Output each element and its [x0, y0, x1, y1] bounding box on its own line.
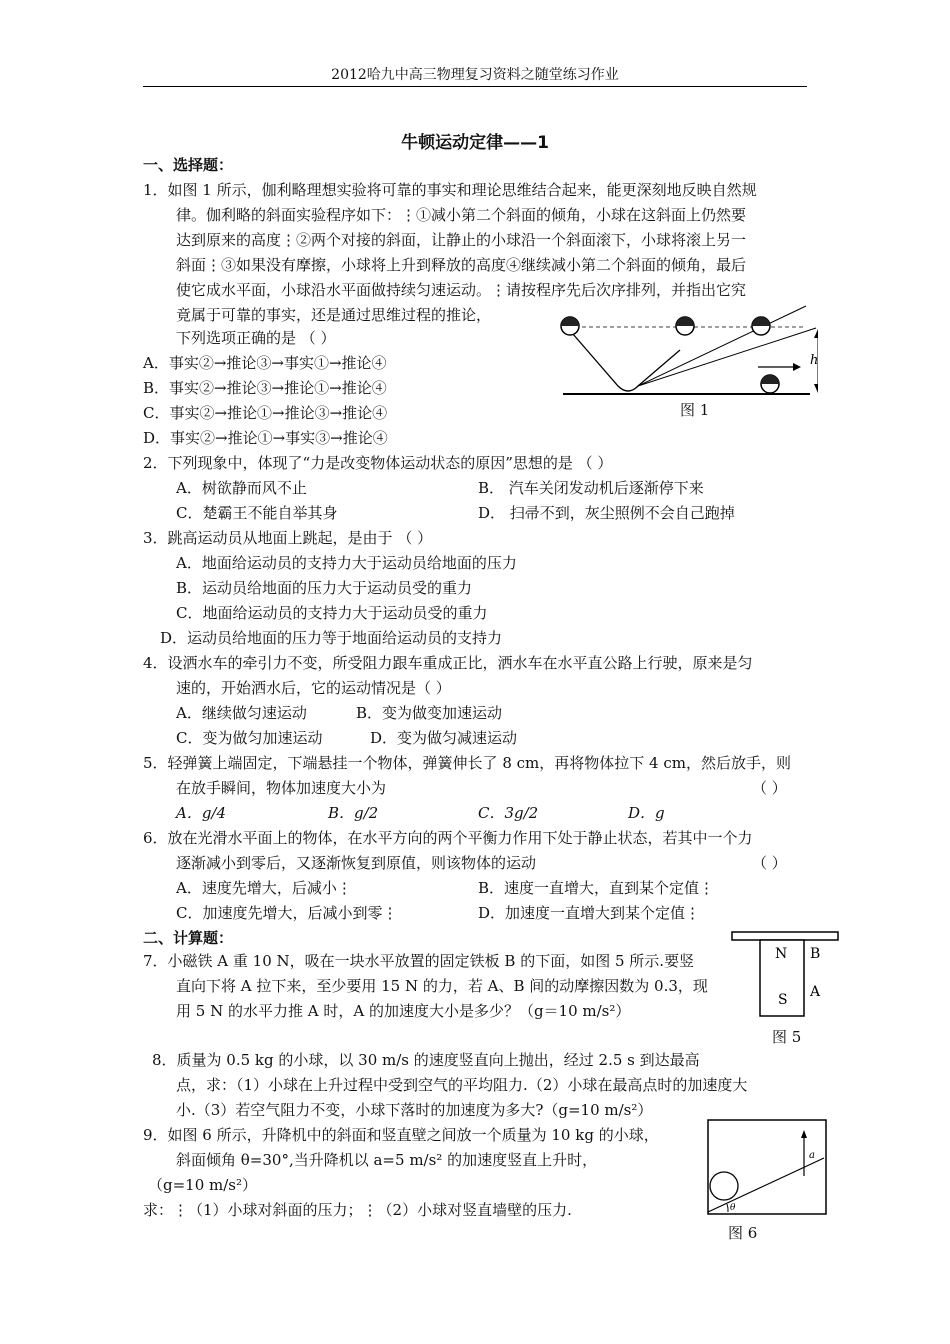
- q9-line-1: 9．如图 6 所示，升降机中的斜面和竖直壁之间放一个质量为 10 kg 的小球，: [143, 1126, 659, 1144]
- page-header: 2012哈九中高三物理复习资料之随堂练习作业: [331, 67, 619, 83]
- figure-6-elevator: [706, 1118, 830, 1218]
- svg-text:N: N: [775, 946, 788, 962]
- q6-option-b: B．速度一直增大，直到某个定值⋮: [478, 879, 715, 897]
- q1-option-a: A．事实②→推论③→事实①→推论④: [143, 354, 387, 372]
- q1-line-2: 律。伽利略的斜面实验程序如下：⋮①减小第二个斜面的倾角，小球在这斜面上仍然要: [176, 206, 747, 224]
- figure-6-label: 图 6: [728, 1224, 758, 1242]
- q6-line-1: 6．放在光滑水平面上的物体，在水平方向的两个平衡力作用下处于静止状态，若其中一个力: [143, 829, 753, 847]
- q5-line-1: 5．轻弹簧上端固定，下端悬挂一个物体，弹簧伸长了 8 cm，再将物体拉下 4 cm，然后放手，则: [143, 754, 791, 772]
- header-rule: [143, 86, 807, 87]
- q6-option-a: A．速度先增大，后减小⋮: [176, 879, 352, 897]
- q6-line-2: 逐渐减小到零后，又逐渐恢复到原值，则该物体的运动: [176, 854, 537, 872]
- svg-text:A: A: [810, 984, 821, 1000]
- q2-option-b: B． 汽车关闭发动机后逐渐停下来: [478, 479, 704, 497]
- section-choice-heading: 一、选择题：: [143, 156, 234, 174]
- q1-option-c: C．事实②→推论①→推论③→推论④: [143, 404, 388, 422]
- iron-plate-b: [732, 932, 838, 940]
- q1-line-5: 使它成水平面，小球沿水平面做持续匀速运动。⋮请按程序先后次序排列，并指出它究: [176, 281, 747, 299]
- section-calc-heading: 二、计算题：: [143, 929, 234, 947]
- q5-option-d: D．g: [628, 804, 665, 822]
- q3-option-a: A．地面给运动员的支持力大于运动员给地面的压力: [176, 554, 517, 572]
- q1-line-6: 竟属于可靠的事实，还是通过思维过程的推论，: [176, 306, 492, 324]
- q1-line-3: 达到原来的高度⋮②两个对接的斜面，让静止的小球沿一个斜面滚下，小球将滚上另一: [176, 231, 747, 249]
- q5-option-b: B．g/2: [328, 804, 379, 822]
- q4-option-b: B．变为做变加速运动: [356, 704, 503, 722]
- q4-option-a: A．继续做匀速运动: [176, 704, 307, 722]
- svg-text:θ: θ: [730, 1203, 736, 1213]
- q1-line-7: 下列选项正确的是 （ ）: [176, 329, 336, 347]
- q6-option-c: C．加速度先增大，后减小到零⋮: [176, 904, 398, 922]
- q1-line-4: 斜面⋮③如果没有摩擦，小球将上升到释放的高度④继续减小第二个斜面的倾角，最后: [176, 256, 747, 274]
- q5-bracket: （ ）: [752, 779, 787, 797]
- q7-line-3: 用 5 N 的水平力推 A 时，A 的加速度大小是多少？（g＝10 m/s²）: [176, 1002, 631, 1020]
- q2-option-c: C．楚霸王不能自举其身: [176, 504, 338, 522]
- q8-line-2: 点，求：（1）小球在上升过程中受到空气的平均阻力.（2）小球在最高点时的加速度大: [176, 1076, 748, 1094]
- q9-line-2: 斜面倾角 θ=30°,当升降机以 a=5 m/s² 的加速度竖直上升时，: [176, 1151, 598, 1169]
- svg-text:S: S: [778, 992, 788, 1008]
- q2-option-d: D． 扫帚不到，灰尘照例不会自己跑掉: [478, 504, 735, 522]
- q6-bracket: （ ）: [752, 854, 787, 872]
- q5-line-2: 在放手瞬间，物体加速度大小为: [176, 779, 387, 797]
- q1-option-b: B．事实②→推论③→推论①→推论④: [143, 379, 387, 397]
- label-h: h: [810, 353, 818, 368]
- q6-option-d: D．加速度一直增大到某个定值⋮: [478, 904, 701, 922]
- q1-option-d: D．事实②→推论①→事实③→推论④: [143, 429, 388, 447]
- q4-line-2: 速的，开始洒水后，它的运动情况是（ ）: [176, 679, 451, 697]
- q5-option-a: A．g/4: [176, 804, 227, 822]
- q2-stem: 2．下列现象中，体现了“力是改变物体运动状态的原因”思想的是 （ ）: [143, 454, 613, 472]
- q1-line-1: 1．如图 1 所示，伽利略理想实验将可靠的事实和理论思维结合起来，能更深刻地反映自然规: [143, 181, 757, 199]
- svg-text:a: a: [809, 1150, 815, 1161]
- q3-stem: 3．跳高运动员从地面上跳起，是由于 （ ）: [143, 529, 433, 547]
- q7-line-1: 7．小磁铁 A 重 10 N，吸在一块水平放置的固定铁板 B 的下面，如图 5 所示.要竖: [143, 952, 695, 970]
- page-title: 牛顿运动定律——1: [401, 133, 549, 153]
- q8-line-3: 小.（3）若空气阻力不变，小球下落时的加速度为多大?（g=10 m/s²）: [176, 1101, 653, 1119]
- q8-line-1: 8．质量为 0.5 kg 的小球，以 30 m/s 的速度竖直向上抛出，经过 2.5 s 到达最高: [152, 1051, 700, 1069]
- figure-5-label: 图 5: [772, 1028, 802, 1046]
- q7-line-2: 直向下将 A 拉下来，至少要用 15 N 的力，若 A、B 间的动摩擦因数为 0.3，现: [176, 977, 708, 995]
- ball: [710, 1172, 738, 1200]
- q3-option-c: C．地面给运动员的支持力大于运动员受的重力: [176, 604, 488, 622]
- q9-line-3: （g=10 m/s²）: [148, 1176, 258, 1194]
- q2-option-a: A．树欲静而风不止: [176, 479, 307, 497]
- q3-option-b: B．运动员给地面的压力大于运动员受的重力: [176, 579, 473, 597]
- q9-line-4: 求：⋮（1）小球对斜面的压力；⋮（2）小球对竖直墙壁的压力.: [143, 1201, 572, 1219]
- q5-option-c: C．3g/2: [478, 804, 539, 822]
- q4-option-c: C．变为做匀加速运动: [176, 729, 323, 747]
- q4-option-d: D．变为做匀减速运动: [370, 729, 518, 747]
- q3-option-d: D．运动员给地面的压力等于地面给运动员的支持力: [160, 629, 503, 647]
- svg-text:B: B: [810, 946, 821, 962]
- q4-line-1: 4．设洒水车的牵引力不变，所受阻力跟车重成正比，洒水车在水平直公路上行驶，原来是匀: [143, 654, 753, 672]
- figure-5-magnet: [730, 930, 840, 1022]
- figure-1-label: 图 1: [680, 401, 710, 419]
